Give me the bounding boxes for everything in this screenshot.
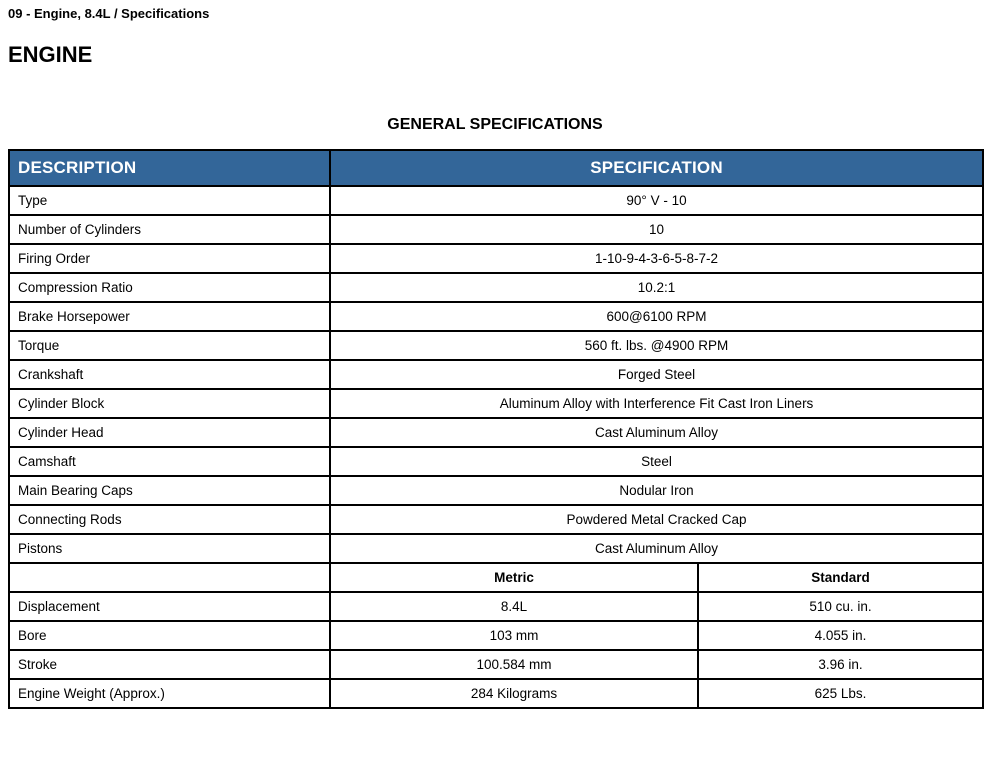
- row-value: Cast Aluminum Alloy: [330, 418, 983, 447]
- row-standard-value: 510 cu. in.: [698, 592, 983, 621]
- row-description: Compression Ratio: [9, 273, 330, 302]
- row-description: Camshaft: [9, 447, 330, 476]
- row-standard-value: 4.055 in.: [698, 621, 983, 650]
- row-value: Steel: [330, 447, 983, 476]
- row-value: Aluminum Alloy with Interference Fit Cast Iron Liners: [330, 389, 983, 418]
- row-metric-value: 284 Kilograms: [330, 679, 698, 708]
- row-description: Firing Order: [9, 244, 330, 273]
- table-row: [9, 215, 983, 244]
- unit-header-standard: Standard: [698, 563, 983, 592]
- row-description: Stroke: [9, 650, 330, 679]
- row-value: 10.2:1: [330, 273, 983, 302]
- page-title: ENGINE: [8, 42, 93, 67]
- table-row: [9, 186, 983, 215]
- table-row: [9, 476, 983, 505]
- row-value: 90° V - 10: [330, 186, 983, 215]
- row-description: Main Bearing Caps: [9, 476, 330, 505]
- table-row: [9, 331, 983, 360]
- table-row: [9, 447, 983, 476]
- row-value: 10: [330, 215, 983, 244]
- specifications-table: [8, 149, 984, 709]
- row-description: Cylinder Head: [9, 418, 330, 447]
- table-row: [9, 534, 983, 563]
- table-row: [9, 679, 983, 708]
- row-standard-value: 625 Lbs.: [698, 679, 983, 708]
- row-value: Cast Aluminum Alloy: [330, 534, 983, 563]
- breadcrumb: 09 - Engine, 8.4L / Specifications: [8, 6, 210, 21]
- column-header-specification: SPECIFICATION: [330, 150, 983, 186]
- table-row: [9, 650, 983, 679]
- table-header-row: [9, 150, 983, 186]
- row-metric-value: 103 mm: [330, 621, 698, 650]
- unit-header-metric: Metric: [330, 563, 698, 592]
- row-value: 560 ft. lbs. @4900 RPM: [330, 331, 983, 360]
- row-description: Pistons: [9, 534, 330, 563]
- table-row: [9, 592, 983, 621]
- row-description: Engine Weight (Approx.): [9, 679, 330, 708]
- row-description: Type: [9, 186, 330, 215]
- row-standard-value: 3.96 in.: [698, 650, 983, 679]
- table-row: [9, 621, 983, 650]
- row-metric-value: 100.584 mm: [330, 650, 698, 679]
- row-description: Torque: [9, 331, 330, 360]
- unit-header-row: [9, 563, 983, 592]
- row-value: 1-10-9-4-3-6-5-8-7-2: [330, 244, 983, 273]
- table-row: [9, 302, 983, 331]
- column-header-description: DESCRIPTION: [9, 150, 330, 186]
- row-metric-value: 8.4L: [330, 592, 698, 621]
- unit-header-blank: [9, 563, 330, 592]
- row-value: Nodular Iron: [330, 476, 983, 505]
- table-row: [9, 418, 983, 447]
- row-description: Number of Cylinders: [9, 215, 330, 244]
- row-value: 600@6100 RPM: [330, 302, 983, 331]
- table-row: [9, 505, 983, 534]
- row-description: Connecting Rods: [9, 505, 330, 534]
- row-description: Displacement: [9, 592, 330, 621]
- row-value: Forged Steel: [330, 360, 983, 389]
- table-row: [9, 273, 983, 302]
- row-description: Brake Horsepower: [9, 302, 330, 331]
- row-value: Powdered Metal Cracked Cap: [330, 505, 983, 534]
- table-row: [9, 244, 983, 273]
- row-description: Crankshaft: [9, 360, 330, 389]
- row-description: Bore: [9, 621, 330, 650]
- row-description: Cylinder Block: [9, 389, 330, 418]
- table-title: GENERAL SPECIFICATIONS: [387, 116, 603, 133]
- table-row: [9, 360, 983, 389]
- table-row: [9, 389, 983, 418]
